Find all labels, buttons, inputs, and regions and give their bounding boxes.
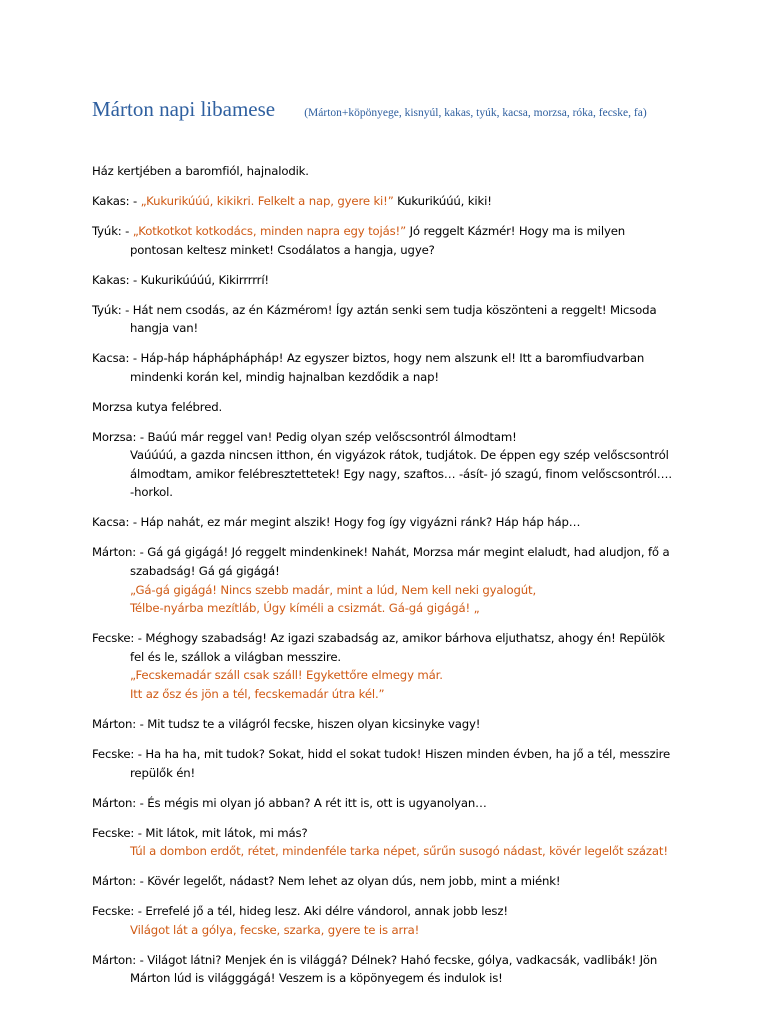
- paragraph: [92, 162, 686, 181]
- text-line: Márton: - És mégis mi olyan jó abban? A rét itt is, ott is ugyanolyan…: [92, 795, 487, 810]
- text-line: Márton: - Mit tudsz te a világról fecske, hiszen olyan kicsinyke vagy!: [92, 716, 481, 731]
- text-line: hangja van!: [130, 321, 199, 336]
- text-line: Morzsa: - Baúú már reggel van! Pedig olyan szép velőscsontról álmodtam!: [92, 429, 517, 444]
- paragraph: [92, 715, 686, 734]
- paragraph: [92, 428, 686, 502]
- speaker-text: Tyúk: -: [92, 223, 133, 238]
- text-line: Márton: - Világot látni? Menjek én is világgá? Délnek? Hahó fecske, gólya, vadkacsák, vadlibák! Jön: [92, 952, 658, 967]
- text-line: Fecske: - Mit látok, mit látok, mi más?: [92, 825, 308, 840]
- paragraph: [92, 349, 686, 386]
- song-text: „Kotkotkot kotkodács, minden napra egy tojás!”: [132, 223, 407, 238]
- dialogue-text: Kukurikúúú, kiki!: [393, 193, 492, 208]
- text-line: Márton: - Kövér legelőt, nádast? Nem lehet az olyan dús, nem jobb, mint a miénk!: [92, 874, 561, 889]
- title-note: (Márton+köpönyege, kisnyúl, kakas, tyúk, kacsa, morzsa, róka, fecske, fa): [304, 107, 647, 119]
- text-line: Tyúk: - Hát nem csodás, az én Kázmérom! Így aztán senki sem tudja köszönteni a reggelt! Micsoda: [92, 302, 657, 317]
- text-line: Kakas: - Kukurikúúúú, Kikirrrrrí!: [92, 272, 269, 287]
- song-text: „Kukurikúúú, kikikri. Felkelt a nap, gyere ki!”: [140, 193, 394, 208]
- title-row: [92, 97, 692, 122]
- document-title: Márton napi libamese: [92, 97, 276, 121]
- text-line: Kacsa: - Háp nahát, ez már megint alszik! Hogy fog így vigyázni ránk? Háp háp háp…: [92, 515, 581, 530]
- text-line: Fecske: - Ha ha ha, mit tudok? Sokat, hidd el sokat tudok! Hiszen minden évben, ha jő a tél, messzire: [92, 746, 671, 761]
- text-line: Márton lúd is világggágá! Veszem is a köpönyegem és indulok is!: [130, 971, 503, 986]
- song-line: Itt az ősz és jön a tél, fecskemadár útra kél.”: [130, 686, 385, 701]
- text-line: Ház kertjében a baromfiól, hajnalodik.: [92, 164, 309, 178]
- story-text: [92, 162, 686, 999]
- song-line: „Gá-gá gigágá! Nincs szebb madár, mint a lúd, Nem kell neki gyalogút,: [130, 582, 537, 597]
- text-line: szabadság! Gá gá gigágá!: [130, 564, 280, 579]
- paragraph: [92, 513, 686, 532]
- text-line: fel és le, szállok a világban messzire.: [130, 649, 341, 664]
- text-line: repülők én!: [130, 765, 196, 780]
- paragraph: [92, 222, 686, 259]
- text-line: Fecske: - Errefelé jő a tél, hideg lesz. Aki délre vándorol, annak jobb lesz!: [92, 904, 508, 919]
- text-line: pontosan keltesz minket! Csodálatos a hangja, ugye?: [130, 242, 435, 257]
- paragraph: [92, 398, 686, 417]
- paragraph: [92, 872, 686, 891]
- song-line: Túl a dombon erdőt, rétet, mindenféle tarka népet, sűrűn susogó nádast, kövér legelőt százat!: [130, 844, 668, 859]
- text-line: -horkol.: [130, 485, 173, 500]
- text-line: [92, 222, 686, 241]
- paragraph: [92, 301, 686, 338]
- paragraph: [92, 271, 686, 290]
- text-line: [92, 192, 686, 211]
- text-line: Márton: - Gá gá gigágá! Jó reggelt mindenkinek! Nahát, Morzsa már megint elaludt, had aludjon, fő a: [92, 545, 670, 560]
- paragraph: [92, 745, 686, 782]
- song-line: Télbe-nyárba mezítláb, Úgy kíméli a csizmát. Gá-gá gigágá! „: [130, 601, 480, 616]
- text-line: Morzsa kutya felébred.: [92, 399, 223, 414]
- text-line: mindenki korán kel, mindig hajnalban kezdődik a nap!: [130, 369, 439, 384]
- text-line: Kacsa: - Háp-háp hápháphápháp! Az egyszer biztos, hogy nem alszunk el! Itt a baromfiudvarban: [92, 351, 645, 366]
- paragraph: [92, 824, 686, 861]
- paragraph: [92, 543, 686, 617]
- speaker-text: Kakas: -: [92, 193, 141, 208]
- paragraph: [92, 902, 686, 939]
- dialogue-text: Jó reggelt Kázmér! Hogy ma is milyen: [406, 223, 626, 238]
- paragraph: [92, 192, 686, 211]
- song-line: „Fecskemadár száll csak száll! Egykettőre elmegy már.: [130, 668, 443, 683]
- paragraph: [92, 794, 686, 813]
- text-line: álmodtam, amikor felébresztettetek! Egy nagy, szaftos… -ásít- jó szagú, finom velőscsontról….: [130, 466, 672, 481]
- song-line: Világot lát a gólya, fecske, szarka, gyere te is arra!: [130, 922, 420, 937]
- paragraph: [92, 629, 686, 703]
- text-line: Vaúúúú, a gazda nincsen itthon, én vigyázok rátok, tudjátok. De éppen egy szép velőscsontról: [130, 448, 669, 463]
- text-line: Fecske: - Méghogy szabadság! Az igazi szabadság az, amikor bárhova eljuthatsz, ahogy én! Repülök: [92, 631, 665, 646]
- paragraph: [92, 951, 686, 988]
